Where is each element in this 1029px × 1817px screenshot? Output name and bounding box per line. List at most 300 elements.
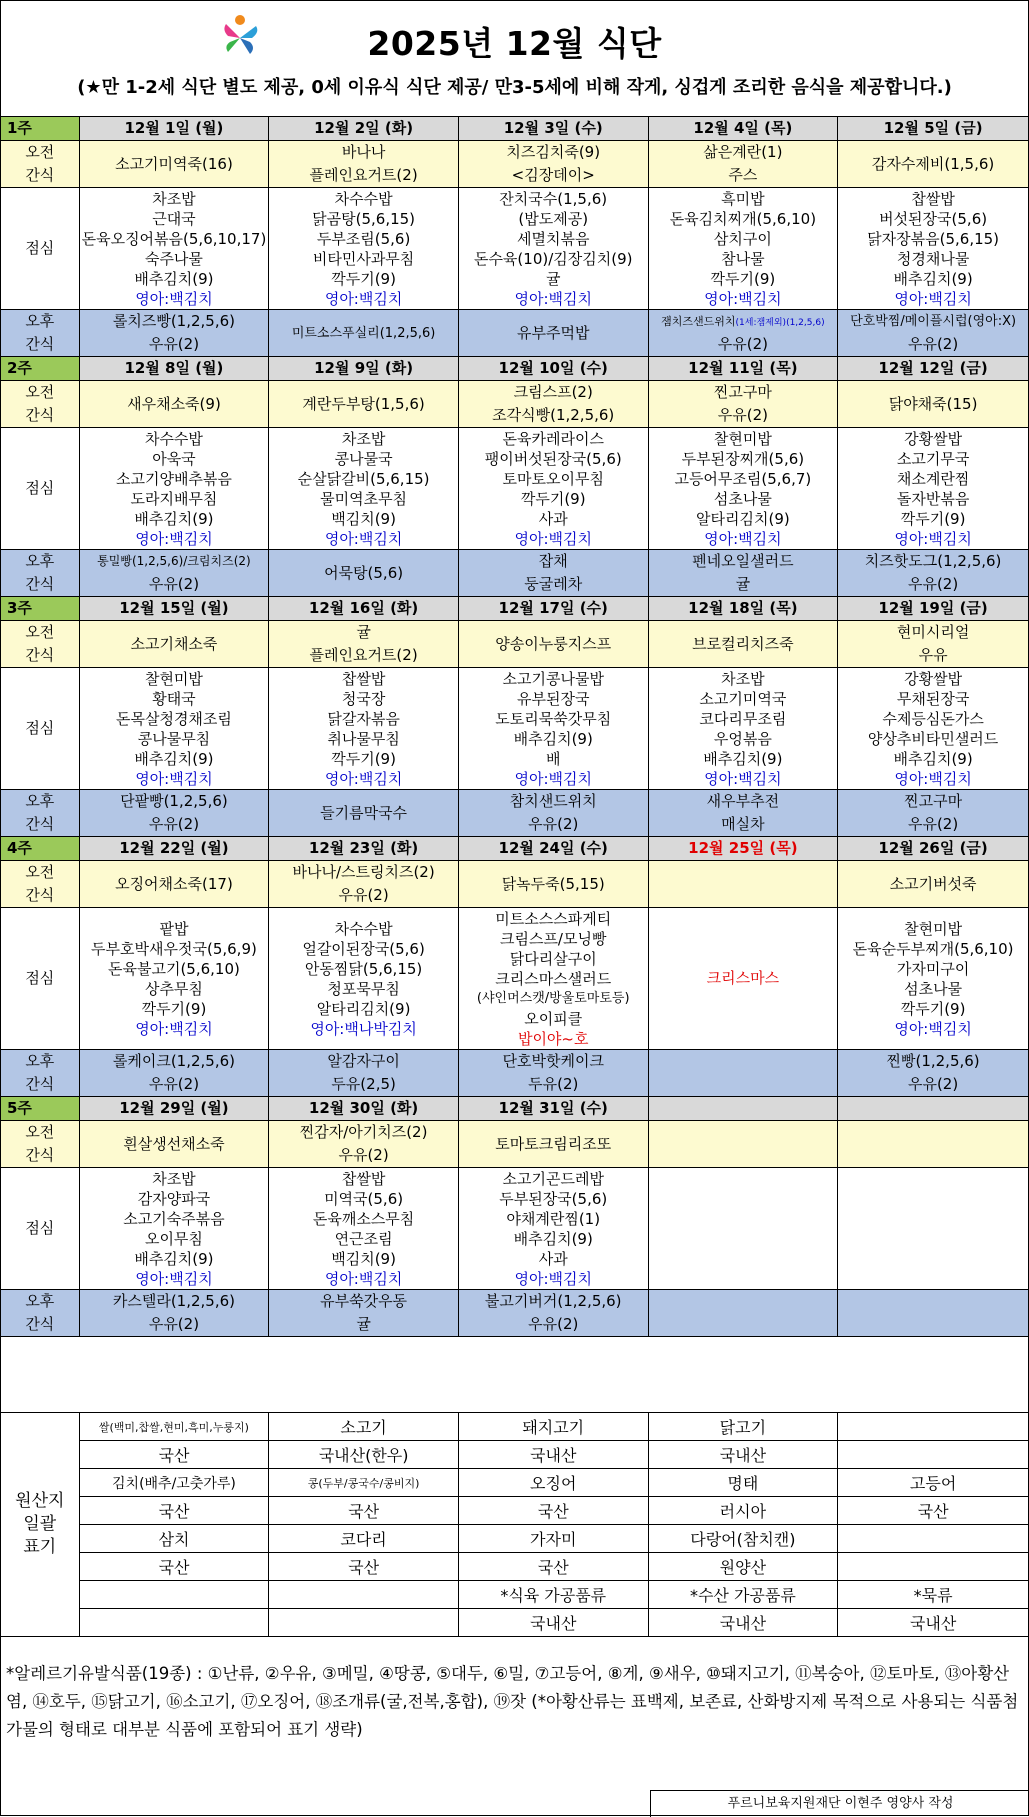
lunch-label: 점심 xyxy=(1,908,80,1050)
menu-item: 야채계란찜(1) xyxy=(506,1209,601,1228)
menu-item: 배추김치(9) xyxy=(134,269,214,288)
pm-snack-label xyxy=(1,790,80,837)
lunch-cell xyxy=(79,668,269,790)
day-date: 12월 15일 (월) xyxy=(79,597,269,621)
am-snack-cell xyxy=(838,381,1029,428)
label-text: 표기 xyxy=(23,1537,57,1557)
menu-item: 새우부추전 xyxy=(706,792,780,810)
lunch-row xyxy=(1,428,1029,550)
menu-item: 얼갈이된장국(5,6) xyxy=(302,939,425,958)
menu-item: 소고기무국 xyxy=(896,449,970,468)
origin-cell: 원양산 xyxy=(648,1553,838,1581)
pm-snack-row xyxy=(1,550,1029,597)
am-snack-cell xyxy=(79,1121,269,1168)
day-date: 12월 5일 (금) xyxy=(838,117,1029,141)
origin-cell: 국산 xyxy=(838,1497,1029,1525)
day-date: 12월 19일 (금) xyxy=(838,597,1029,621)
menu-item: 우유(2) xyxy=(148,335,200,353)
day-date: 12월 26일 (금) xyxy=(838,837,1029,861)
origin-cell: 국산 xyxy=(79,1553,269,1581)
pm-snack-cell xyxy=(79,1290,269,1337)
origin-cell: 김치(배추/고춧가루) xyxy=(79,1469,269,1497)
day-date: 12월 16일 (화) xyxy=(269,597,459,621)
menu-item: <김장데이> xyxy=(511,166,595,184)
menu-item: 배추김치(9) xyxy=(513,729,593,748)
menu-item: 소고기양배추볶음 xyxy=(115,469,232,488)
menu-item: 롤케이크(1,2,5,6) xyxy=(112,1052,236,1070)
menu-item: 귤 xyxy=(356,623,371,641)
menu-item: 영아:백김치 xyxy=(324,769,403,788)
menu-item: 닭갈자볶음 xyxy=(327,709,400,728)
menu-item: 찐고구마 xyxy=(713,383,772,401)
menu-item: 채소계란찜 xyxy=(896,469,970,488)
menu-item: 치즈김치죽(9) xyxy=(506,143,601,161)
menu-item: 찐빵(1,2,5,6) xyxy=(886,1052,980,1070)
label-text: 간식 xyxy=(25,335,55,353)
menu-item: 우유 xyxy=(918,646,948,664)
day-date: 12월 11일 (목) xyxy=(648,357,838,381)
pm-snack-cell xyxy=(458,310,648,357)
menu-item: 닭자장볶음(5,6,15) xyxy=(867,229,1000,248)
lunch-cell xyxy=(269,1168,459,1290)
menu-item: 두유(2) xyxy=(528,1075,579,1093)
menu-item: 찹쌀밥 xyxy=(341,1169,386,1188)
menu-item: 사과 xyxy=(538,1249,568,1268)
origin-table xyxy=(0,1412,1029,1637)
menu-item: 배추김치(9) xyxy=(134,509,214,528)
menu-item: 깍두기(9) xyxy=(141,999,207,1018)
origin-label xyxy=(1,1413,80,1637)
label-text: 원산지 xyxy=(15,1491,65,1511)
menu-item: 배추김치(9) xyxy=(893,269,973,288)
menu-item: 우유(2) xyxy=(338,1146,389,1164)
menu-item: 현미시리얼 xyxy=(896,623,970,641)
origin-cell: 국내산 xyxy=(648,1609,838,1637)
menu-item: 세멸치볶음 xyxy=(517,229,590,248)
lunch-cell xyxy=(79,908,269,1050)
menu-item: 영아:백김치 xyxy=(135,769,213,788)
menu-item: 플레인요거트(2) xyxy=(309,646,418,664)
menu-item: 찹쌀밥 xyxy=(911,189,955,208)
origin-cell xyxy=(269,1581,459,1609)
origin-cell: *묵류 xyxy=(838,1581,1029,1609)
lunch-cell xyxy=(269,428,459,550)
menu-item: 콩나물국 xyxy=(334,449,393,468)
origin-cell: 국내산 xyxy=(458,1441,648,1469)
origin-row xyxy=(1,1441,1029,1469)
page-title: 2025년 12월 식단 xyxy=(367,24,662,63)
menu-item: 잡채 xyxy=(538,552,568,570)
menu-item: 팥밥 xyxy=(159,919,189,938)
lunch-cell xyxy=(269,908,459,1050)
origin-row xyxy=(1,1581,1029,1609)
menu-item: 미트소스푸실리(1,2,5,6) xyxy=(291,325,436,341)
menu-item: 유부주먹밥 xyxy=(517,323,590,342)
menu-item: 삶은계란(1) xyxy=(703,143,783,161)
menu-item: 찰현미밥 xyxy=(904,919,963,938)
menu-item: 돈수육(10)/김장김치(9) xyxy=(473,249,633,268)
menu-item: 취나물무침 xyxy=(327,729,400,748)
menu-item: 우유(2) xyxy=(148,815,200,833)
menu-item: 펜네오일샐러드 xyxy=(692,552,794,570)
menu-item: 우엉볶음 xyxy=(713,729,772,748)
menu-item: 토마토오이무침 xyxy=(502,469,604,488)
pm-snack-cell xyxy=(79,1050,269,1097)
am-snack-label xyxy=(1,861,80,908)
menu-item: 알감자구이 xyxy=(327,1052,400,1070)
origin-cell: 국내산(한우) xyxy=(269,1441,459,1469)
lunch-cell xyxy=(838,1168,1029,1290)
menu-item: 돈육순두부찌개(5,6,10) xyxy=(852,939,1014,958)
menu-item: 미역국(5,6) xyxy=(324,1189,404,1208)
am-snack-label xyxy=(1,1121,80,1168)
pm-snack-cell xyxy=(838,310,1029,357)
menu-item: 양상추비타민샐러드 xyxy=(867,729,999,748)
lunch-cell xyxy=(838,188,1029,310)
holiday-label: 크리스마스 xyxy=(706,969,780,987)
menu-item: 유부된장국 xyxy=(517,689,590,708)
menu-item: 깍두기(9) xyxy=(520,489,586,508)
pm-snack-cell xyxy=(269,1290,459,1337)
menu-item: 둥굴레차 xyxy=(524,575,583,593)
day-date: 12월 3일 (수) xyxy=(458,117,648,141)
am-snack-cell xyxy=(79,621,269,668)
label-text: 간식 xyxy=(25,1146,55,1164)
menu-item: 바나나 xyxy=(341,143,386,161)
menu-item: (밥도제공) xyxy=(518,209,589,228)
origin-row xyxy=(1,1497,1029,1525)
menu-item: 닭야채죽(15) xyxy=(888,394,978,413)
menu-item: 닭다리살구이 xyxy=(509,949,597,968)
week-label: 5주 xyxy=(1,1097,80,1121)
menu-item: 차조밥 xyxy=(152,189,196,208)
am-snack-cell xyxy=(458,1121,648,1168)
menu-item: 매실차 xyxy=(721,815,765,833)
day-date: 12월 8일 (월) xyxy=(79,357,269,381)
origin-cell: 국산 xyxy=(458,1553,648,1581)
menu-item: 아욱국 xyxy=(152,449,196,468)
menu-item: 소고기숙주볶음 xyxy=(123,1209,225,1228)
menu-item: 치즈핫도그(1,2,5,6) xyxy=(864,552,1002,570)
lunch-cell xyxy=(648,188,838,310)
day-date: 12월 25일 (목) xyxy=(648,837,838,861)
pm-snack-cell xyxy=(79,310,269,357)
menu-item: 영아:백나박김치 xyxy=(310,1019,417,1038)
menu-item: 영아:백김치 xyxy=(514,529,592,548)
menu-item: 돌자반볶음 xyxy=(896,489,970,508)
am-snack-cell xyxy=(838,621,1029,668)
menu-item: 섬초나물 xyxy=(713,489,772,508)
lunch-cell xyxy=(648,668,838,790)
menu-item: 밥이야~호 xyxy=(517,1029,589,1048)
menu-item: 상추무침 xyxy=(144,979,203,998)
pm-snack-cell xyxy=(269,790,459,837)
label-text: 간식 xyxy=(25,1075,55,1093)
am-snack-cell xyxy=(648,141,838,188)
pm-snack-cell xyxy=(648,1050,838,1097)
menu-item: 가자미구이 xyxy=(896,959,970,978)
menu-item: 불고기버거(1,2,5,6) xyxy=(484,1292,622,1310)
menu-item: 참나물 xyxy=(721,249,765,268)
pm-snack-cell xyxy=(458,550,648,597)
menu-item: 두부호박새우젓국(5,6,9) xyxy=(91,939,257,958)
menu-item: 영아:백김치 xyxy=(894,1019,972,1038)
menu-item: 삼치구이 xyxy=(713,229,772,248)
pm-snack-label xyxy=(1,1290,80,1337)
origin-cell: 국내산 xyxy=(458,1609,648,1637)
menu-item: 들기름막국수 xyxy=(320,803,408,822)
menu-item: 수제등심돈가스 xyxy=(882,709,984,728)
week-header-row xyxy=(1,117,1029,141)
menu-item: 알타리김치(9) xyxy=(316,999,411,1018)
lunch-row xyxy=(1,1168,1029,1290)
week-label: 1주 xyxy=(1,117,80,141)
menu-item: 소고기미역죽(16) xyxy=(115,154,233,173)
menu-item: 영아:백김치 xyxy=(135,1269,213,1288)
origin-cell: 오징어 xyxy=(458,1469,648,1497)
lunch-cell xyxy=(458,428,648,550)
origin-cell: *수산 가공품류 xyxy=(648,1581,838,1609)
allergy-notice: *알레르기유발식품(19종) : ①난류, ②우유, ③메밀, ④땅콩, ⑤대두, ⑥밀, ⑦고등어, ⑧게, ⑨새우, ⑩돼지고기, ⑪복숭아, ⑫토마토, ⑬아황산염, ⑭호두, ⑮닭고기, ⑯소고기, ⑰오징어, ⑱조개류(굴,전복,홍합), ⑲잣 (*아황산류는 표백제, 보존료, 산화방지제 목적으로 사용되는 식품첨가물의 형태로 대부분 식품에 포함되어 표기 생략) xyxy=(6,1664,1019,1739)
menu-item: 영아:백김치 xyxy=(135,289,213,308)
menu-item: 계란두부탕(1,5,6) xyxy=(302,394,425,413)
menu-item: 배추김치(9) xyxy=(134,1249,214,1268)
origin-cell: 다랑어(참치캔) xyxy=(648,1525,838,1553)
lunch-cell xyxy=(648,908,838,1050)
day-date: 12월 1일 (월) xyxy=(79,117,269,141)
menu-item: 오이피클 xyxy=(524,1009,583,1028)
menu-item: 섬초나물 xyxy=(904,979,963,998)
am-snack-cell xyxy=(269,141,459,188)
menu-item: 우유(2) xyxy=(717,406,768,424)
menu-item: 우유(2) xyxy=(907,815,959,833)
origin-cell: 닭고기 xyxy=(648,1413,838,1441)
menu-item: 영아:백김치 xyxy=(704,529,782,548)
menu-item: 우유(2) xyxy=(907,575,959,593)
menu-item: 우유(2) xyxy=(148,1075,200,1093)
menu-item: 바나나/스트링치즈(2) xyxy=(292,863,435,881)
meal-table xyxy=(0,116,1029,1337)
am-snack-row xyxy=(1,1121,1029,1168)
lunch-cell xyxy=(838,668,1029,790)
menu-item: 배 xyxy=(545,749,561,768)
menu-item: 소고기채소죽 xyxy=(130,634,218,653)
pm-snack-cell xyxy=(838,1050,1029,1097)
header xyxy=(0,0,1029,112)
menu-item: 롤치즈빵(1,2,5,6) xyxy=(112,312,236,330)
menu-item: 토마토크림리조또 xyxy=(495,1134,612,1153)
menu-item: 배추김치(9) xyxy=(893,749,973,768)
label-text: 간식 xyxy=(25,1315,55,1333)
menu-item: 우유(2) xyxy=(528,1315,579,1333)
menu-item: 귤 xyxy=(735,575,751,593)
pm-snack-cell xyxy=(838,550,1029,597)
day-date: 12월 29일 (월) xyxy=(79,1097,269,1121)
menu-item: 배추김치(9) xyxy=(513,1229,593,1248)
am-snack-cell xyxy=(648,861,838,908)
menu-item: 청국장 xyxy=(341,689,386,708)
menu-item: 어묵탕(5,6) xyxy=(324,563,404,582)
menu-item: 백김치(9) xyxy=(331,1249,396,1268)
lunch-cell xyxy=(269,668,459,790)
menu-item: 우유(2) xyxy=(907,335,959,353)
menu-item: 콩나물무침 xyxy=(137,729,211,748)
origin-cell: 명태 xyxy=(648,1469,838,1497)
menu-item: 버섯된장국(5,6) xyxy=(879,209,988,228)
menu-item: 찰현미밥 xyxy=(144,669,203,688)
menu-item: 깍두기(9) xyxy=(331,749,396,768)
day-date xyxy=(838,1097,1029,1121)
origin-cell: 국산 xyxy=(79,1497,269,1525)
lunch-cell xyxy=(79,428,269,550)
lunch-label: 점심 xyxy=(1,428,80,550)
label-text: 간식 xyxy=(25,166,55,184)
menu-item: 근대국 xyxy=(152,209,196,228)
allergy-note: (1세:잼제외)(1,2,5,6) xyxy=(735,318,825,328)
menu-item: 오징어채소죽(17) xyxy=(115,874,233,893)
page-subtitle: (★만 1-2세 식단 별도 제공, 0세 이유식 식단 제공/ 만3-5세에 비해 작게, 싱겁게 조리한 음식을 제공합니다.) xyxy=(77,77,952,98)
menu-item: 통밀빵(1,2,5,6)/크림치즈(2) xyxy=(97,554,251,568)
menu-item: 귤 xyxy=(356,1315,371,1333)
label-text: 간식 xyxy=(25,815,55,833)
week-header-row xyxy=(1,357,1029,381)
label-text: 오후 xyxy=(25,552,55,570)
menu-item: 배추김치(9) xyxy=(703,749,783,768)
am-snack-cell xyxy=(269,1121,459,1168)
day-date: 12월 22일 (월) xyxy=(79,837,269,861)
pm-snack-cell xyxy=(269,550,459,597)
menu-item: 팽이버섯된장국(5,6) xyxy=(484,449,622,468)
menu-item: 우유(2) xyxy=(907,1075,959,1093)
menu-item: 잼치즈샌드위치(1세:잼제외)(1,2,5,6) xyxy=(661,315,825,328)
lunch-label: 점심 xyxy=(1,1168,80,1290)
menu-item: 영아:백김치 xyxy=(514,1269,592,1288)
menu-item: 영아:백김치 xyxy=(324,289,403,308)
menu-item: 양송이누룽지스프 xyxy=(495,634,612,653)
menu-item: 안동찜닭(5,6,15) xyxy=(304,959,423,978)
day-date: 12월 24일 (수) xyxy=(458,837,648,861)
day-date: 12월 10일 (수) xyxy=(458,357,648,381)
menu-item: 두부된장찌개(5,6) xyxy=(681,449,805,468)
menu-item: 흑미밥 xyxy=(721,189,765,208)
lunch-cell xyxy=(458,1168,648,1290)
origin-cell xyxy=(838,1553,1029,1581)
day-date: 12월 9일 (화) xyxy=(269,357,459,381)
pm-snack-row xyxy=(1,790,1029,837)
menu-item: 영아:백김치 xyxy=(894,289,972,308)
menu-item: 깍두기(9) xyxy=(900,509,966,528)
menu-item: 감자양파국 xyxy=(137,1189,211,1208)
menu-item: 흰살생선채소죽 xyxy=(123,1134,225,1153)
menu-item: 코다리무조림 xyxy=(699,709,787,728)
author-footer: 푸르니보육지원재단 이현주 영양사 작성 xyxy=(650,1790,1029,1817)
menu-item: 돈목살청경채조림 xyxy=(115,709,232,728)
pm-snack-cell xyxy=(648,310,838,357)
am-snack-row xyxy=(1,861,1029,908)
am-snack-cell xyxy=(79,381,269,428)
menu-item: 백김치(9) xyxy=(331,509,396,528)
pm-snack-cell xyxy=(79,550,269,597)
label-text: 간식 xyxy=(25,646,55,664)
menu-item: 강황쌀밥 xyxy=(904,669,963,688)
menu-item: 영아:백김치 xyxy=(894,529,972,548)
label-text: 오전 xyxy=(25,1123,55,1141)
pm-snack-cell xyxy=(458,1290,648,1337)
menu-item: 청포묵무침 xyxy=(327,979,400,998)
am-snack-label xyxy=(1,621,80,668)
day-date: 12월 31일 (수) xyxy=(458,1097,648,1121)
pm-snack-cell xyxy=(458,1050,648,1097)
origin-row xyxy=(1,1413,1029,1441)
label-text: 오전 xyxy=(25,863,55,881)
origin-cell xyxy=(838,1413,1029,1441)
origin-cell xyxy=(838,1441,1029,1469)
menu-item: 영아:백김치 xyxy=(324,1269,403,1288)
label-text: 간식 xyxy=(25,886,55,904)
pm-snack-cell xyxy=(269,310,459,357)
origin-cell xyxy=(79,1609,269,1637)
origin-row xyxy=(1,1609,1029,1637)
menu-item: 오이무침 xyxy=(144,1229,203,1248)
menu-item: 찰현미밥 xyxy=(713,429,772,448)
lunch-row xyxy=(1,188,1029,310)
day-date: 12월 2일 (화) xyxy=(269,117,459,141)
label-text: 오후 xyxy=(25,1292,55,1310)
am-snack-cell xyxy=(269,861,459,908)
menu-item: 차조밥 xyxy=(152,1169,196,1188)
am-snack-cell xyxy=(648,621,838,668)
pm-snack-cell xyxy=(79,790,269,837)
day-date: 12월 4일 (목) xyxy=(648,117,838,141)
menu-item: 소고기미역국 xyxy=(699,689,787,708)
day-date: 12월 23일 (화) xyxy=(269,837,459,861)
lunch-cell xyxy=(838,428,1029,550)
am-snack-cell xyxy=(269,621,459,668)
origin-cell: 국산 xyxy=(79,1441,269,1469)
menu-item: 두유(2,5) xyxy=(331,1075,396,1093)
menu-item: 영아:백김치 xyxy=(704,289,782,308)
menu-item: 영아:백김치 xyxy=(514,769,592,788)
am-snack-cell xyxy=(269,381,459,428)
am-snack-cell xyxy=(458,141,648,188)
origin-cell: 고등어 xyxy=(838,1469,1029,1497)
menu-item: (샤인머스캣/방울토마토등) xyxy=(476,990,630,1006)
menu-item: 찹쌀밥 xyxy=(341,669,386,688)
menu-item: 우유(2) xyxy=(148,575,200,593)
menu-item: 돈육김치찌개(5,6,10) xyxy=(669,209,817,228)
am-snack-cell xyxy=(79,861,269,908)
menu-item: 돈육깨소스무침 xyxy=(312,1209,415,1228)
menu-item: 차조밥 xyxy=(721,669,765,688)
am-snack-cell xyxy=(838,141,1029,188)
label-text: 오전 xyxy=(25,143,55,161)
menu-item: 비타민사과무침 xyxy=(312,249,415,268)
origin-row xyxy=(1,1553,1029,1581)
origin-cell: 콩(두부/콩국수/콩비지) xyxy=(269,1469,459,1497)
origin-cell xyxy=(269,1609,459,1637)
am-snack-cell xyxy=(79,141,269,188)
menu-item: 황태국 xyxy=(152,689,196,708)
menu-item: 잔치국수(1,5,6) xyxy=(499,189,608,208)
menu-item: 주스 xyxy=(728,166,758,184)
pm-snack-cell xyxy=(838,1290,1029,1337)
menu-item: 고등어무조림(5,6,7) xyxy=(674,469,812,488)
origin-cell: 삼치 xyxy=(79,1525,269,1553)
lunch-cell xyxy=(458,188,648,310)
origin-cell: 돼지고기 xyxy=(458,1413,648,1441)
origin-row xyxy=(1,1469,1029,1497)
am-snack-cell xyxy=(458,861,648,908)
